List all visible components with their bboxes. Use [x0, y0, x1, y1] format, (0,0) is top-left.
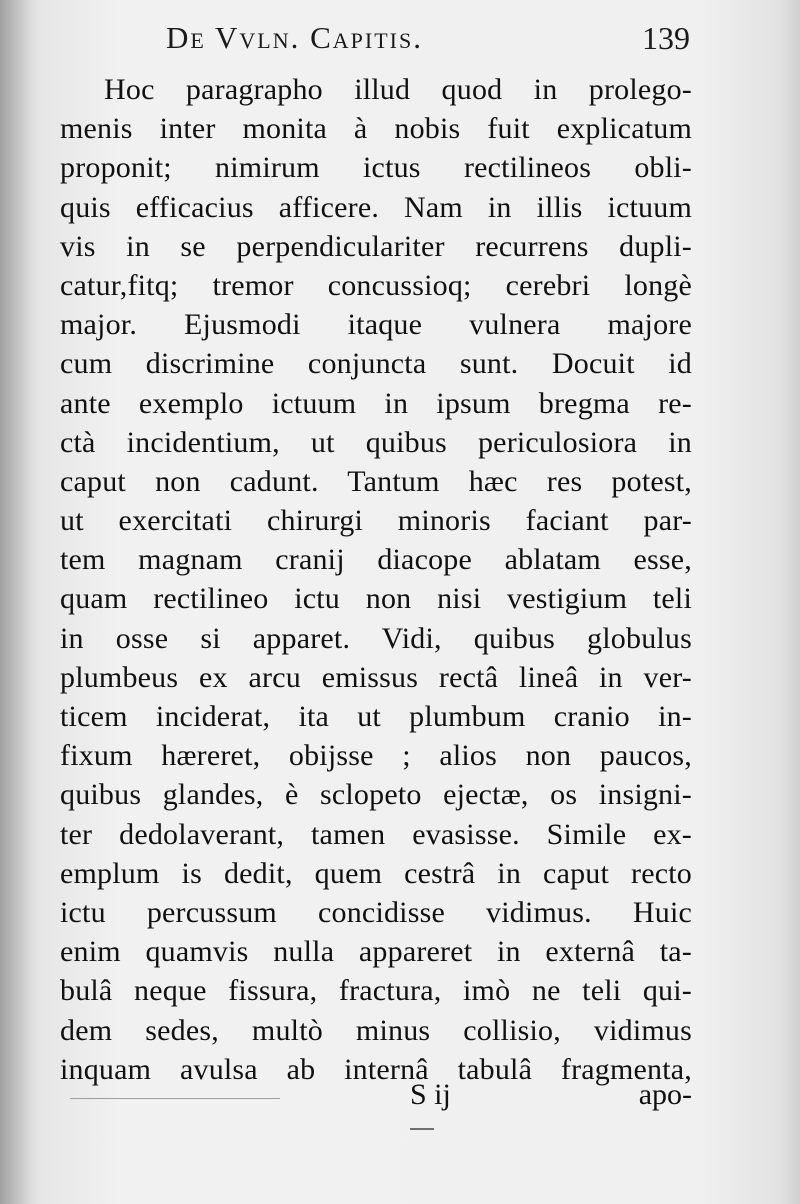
- text-line: quibus glandes, è sclopeto ejectæ, os insigni-: [60, 778, 692, 812]
- text-line: plumbeus ex arcu emissus rectâ lineâ in ver-: [60, 660, 692, 694]
- text-line: ictu percussum concidisse vidimus. Huic: [60, 895, 692, 929]
- text-line: enim quamvis nulla appareret in externâ ta-: [60, 935, 692, 969]
- signature-underline: [410, 1128, 434, 1130]
- text-line: dem sedes, multò minus collisio, vidimus: [60, 1013, 692, 1047]
- text-line: cum discrimine conjuncta sunt. Docuit id: [60, 347, 692, 381]
- text-line: Hoc paragrapho illud quod in prolego-: [104, 73, 692, 106]
- text-line: fixum hæreret, obijsse ; alios non paucos,: [60, 739, 692, 773]
- page-header: [160, 14, 690, 64]
- text-line: ter dedolaverant, tamen evasisse. Simile ex-: [60, 817, 692, 851]
- text-line: ctà incidentium, ut quibus periculosiora in: [60, 425, 692, 459]
- text-line: vis in se perpendiculariter recurrens dupli-: [60, 229, 692, 263]
- text-line: ante exemplo ictuum in ipsum bregma re-: [60, 386, 692, 420]
- text-line: proponit; nimirum ictus rectilineos obli-: [60, 151, 692, 185]
- text-line: quis efficacius afficere. Nam in illis ictuum: [60, 190, 692, 224]
- text-line: caput non cadunt. Tantum hæc res potest,: [60, 464, 692, 498]
- signature-mark: S ij: [410, 1078, 451, 1111]
- body-text: [60, 70, 692, 1089]
- text-line: tem magnam cranij diacope ablatam esse,: [60, 543, 692, 577]
- text-line: emplum is dedit, quem cestrâ in caput recto: [60, 856, 692, 890]
- running-head: De Vvln. Capitis.: [166, 20, 423, 55]
- text-line: catur,fitq; tremor concussioq; cerebri longè: [60, 268, 692, 302]
- text-line: bulâ neque fissura, fractura, imò ne teli qui-: [60, 974, 692, 1008]
- gutter-shadow: [0, 0, 30, 1204]
- page-footer: [60, 1078, 692, 1118]
- text-line: ticem inciderat, ita ut plumbum cranio in-: [60, 700, 692, 733]
- text-line: major. Ejusmodi itaque vulnera majore: [60, 308, 692, 342]
- text-line: menis inter monita à nobis fuit explicatum: [60, 112, 692, 146]
- catchword: apo-: [638, 1078, 692, 1111]
- text-line: in osse si apparet. Vidi, quibus globulus: [60, 621, 692, 655]
- page-number: 139: [642, 20, 690, 56]
- text-line: ut exercitati chirurgi minoris faciant par-: [60, 504, 692, 538]
- text-line: quam rectilineo ictu non nisi vestigium teli: [60, 582, 692, 616]
- text-line: inquam avulsa ab internâ tabulâ fragmenta,: [60, 1052, 692, 1086]
